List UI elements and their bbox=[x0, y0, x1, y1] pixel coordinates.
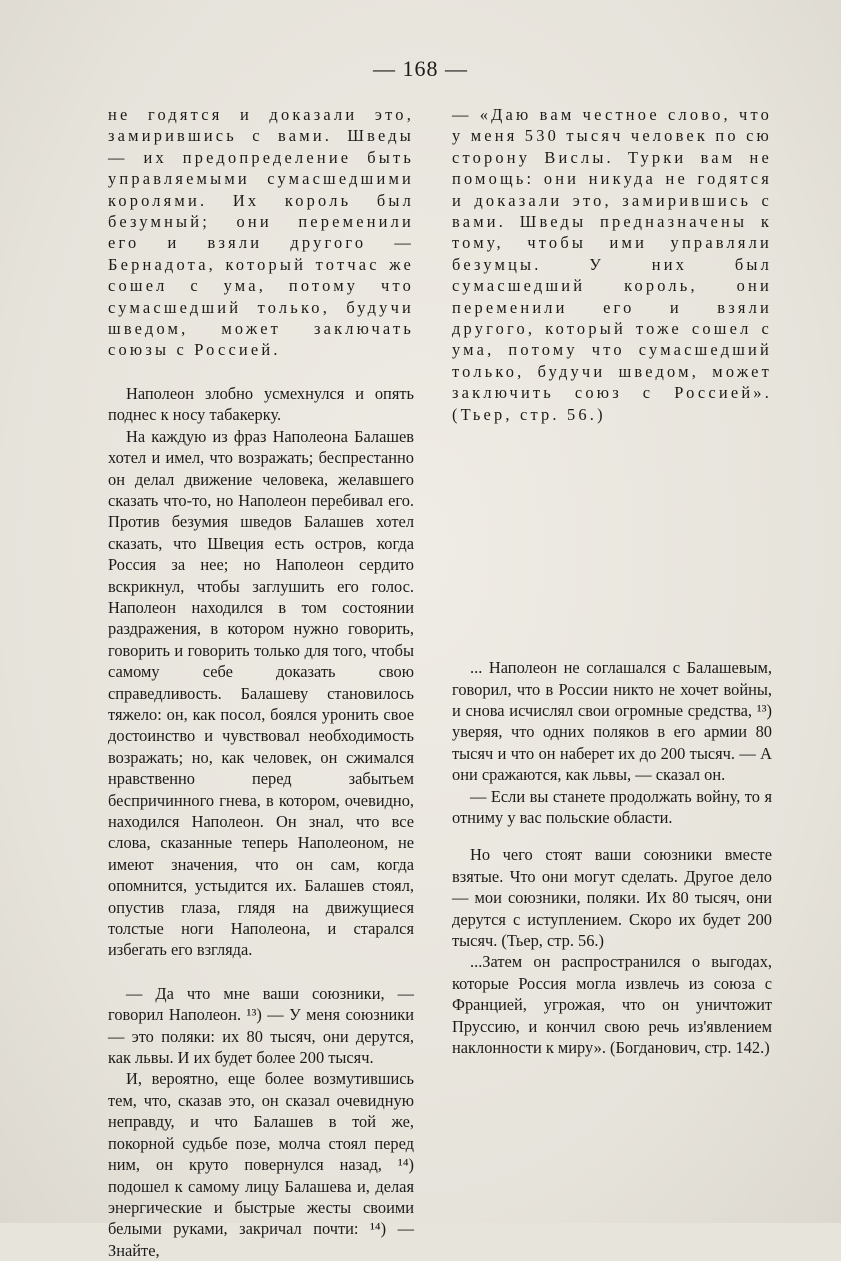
paragraph: — «Даю вам честное слово, что у меня 530 тысяч человек по сю сторону Вислы. Турки вам не помощь: они никуда не годятся и доказали это, замирившись с вами. Шведы предназначены к тому, чтобы ими управляли безумцы. У них был сумасшедший король, они переменили его и взяли другого, который тоже сошел с ума, потому что сумасшедший только, будучи шведом, может заключить союз с Россией». (Тьер, стр. 56.) bbox=[452, 105, 772, 424]
paragraph: не годятся и доказали это, замирившись с вами. Шведы — их предопределение быть управляемыми сумасшедшими королями. Их король был безумный; они переменили его и взяли другого — Бернадота, который тотчас же сошел с ума, потому что сумасшедший только, будучи шведом, может заключать союзы с Россией. bbox=[108, 105, 414, 360]
paragraph: — Если вы станете продолжать войну, то я отниму у вас польские области. bbox=[452, 786, 772, 827]
left-column bbox=[108, 104, 414, 1261]
paragraph: Наполеон злобно усмехнулся и опять поднес к носу табакерку. bbox=[108, 383, 414, 425]
paragraph: ... Наполеон не соглашался с Балашевым, говорил, что в России никто не хочет войны, и снова исчислял свои огромные средства, ¹³) уверяя, что одних поляков в его армии 80 тысяч и что он наберет их до 200 тысяч. — А они сражаются, как львы, — сказал он. bbox=[452, 658, 772, 785]
paragraph: Но чего стоят ваши союзники вместе взятые. Что они могут сделать. Другое дело — мои союзники, поляки. Их 80 тысяч, они дерутся с иступлением. Скоро их будет 200 тысяч. (Тьер, стр. 56.) bbox=[452, 845, 772, 950]
paragraph: И, вероятно, еще более возмутившись тем, что, сказав это, он сказал очевидную неправду, и что Балашев в той же, покорной судьбе позе, молча стоял перед ним, он круто повернулся назад, ¹⁴) подошел к самому лицу Балашева и, делая энергические и быстрые жесты своими белыми руками, закричал почти: ¹⁴) — Знайте, bbox=[108, 1069, 414, 1260]
page-number: — 168 — bbox=[373, 56, 468, 81]
paragraph: ...Затем он распространился о выгодах, которые Россия могла извлечь из союза с Францией, угрожая, что он уничтожит Пруссию, и кончил свою речь из'явлением наклонности к миру». (Богданович, стр. 142.) bbox=[452, 952, 772, 1057]
right-column bbox=[452, 104, 772, 1058]
paragraph: — Да что мне ваши союзники, — говорил Наполеон. ¹³) — У меня союзники — это поляки: их 80 тысяч, они дерутся, как львы. И их будет более 200 тысяч. bbox=[108, 983, 414, 1068]
paragraph: На каждую из фраз Наполеона Балашев хотел и имел, что возражать; беспрестанно он делал движение человека, желавшего сказать что-то, но Наполеон перебивал его. Против безумия шведов Балашев хотел сказать, что Швеция есть остров, когда Россия за нее; но Наполеон сердито вскрикнул, чтобы заглушить его голос. Наполеон находился в том состоянии раздражения, в котором нужно говорить, говорить и говорить только для того, чтобы самому себе доказать свою справедливость. Балашеву становилось тяжело: он, как посол, боялся уронить свое достоинство и чувствовал необходимость возражать; но, как человек, он сжимался нравственно перед забытьем беспричинного гнева, в котором, очевидно, находился Наполеон. Он знал, что все слова, сказанные теперь Наполеоном, не имеют значения, что он сам, когда опомнится, устыдится их. Балашев стоял, опустив глаза, глядя на движущиеся толстые ноги Наполеона, и старался избегать его взгляда. bbox=[108, 426, 414, 960]
